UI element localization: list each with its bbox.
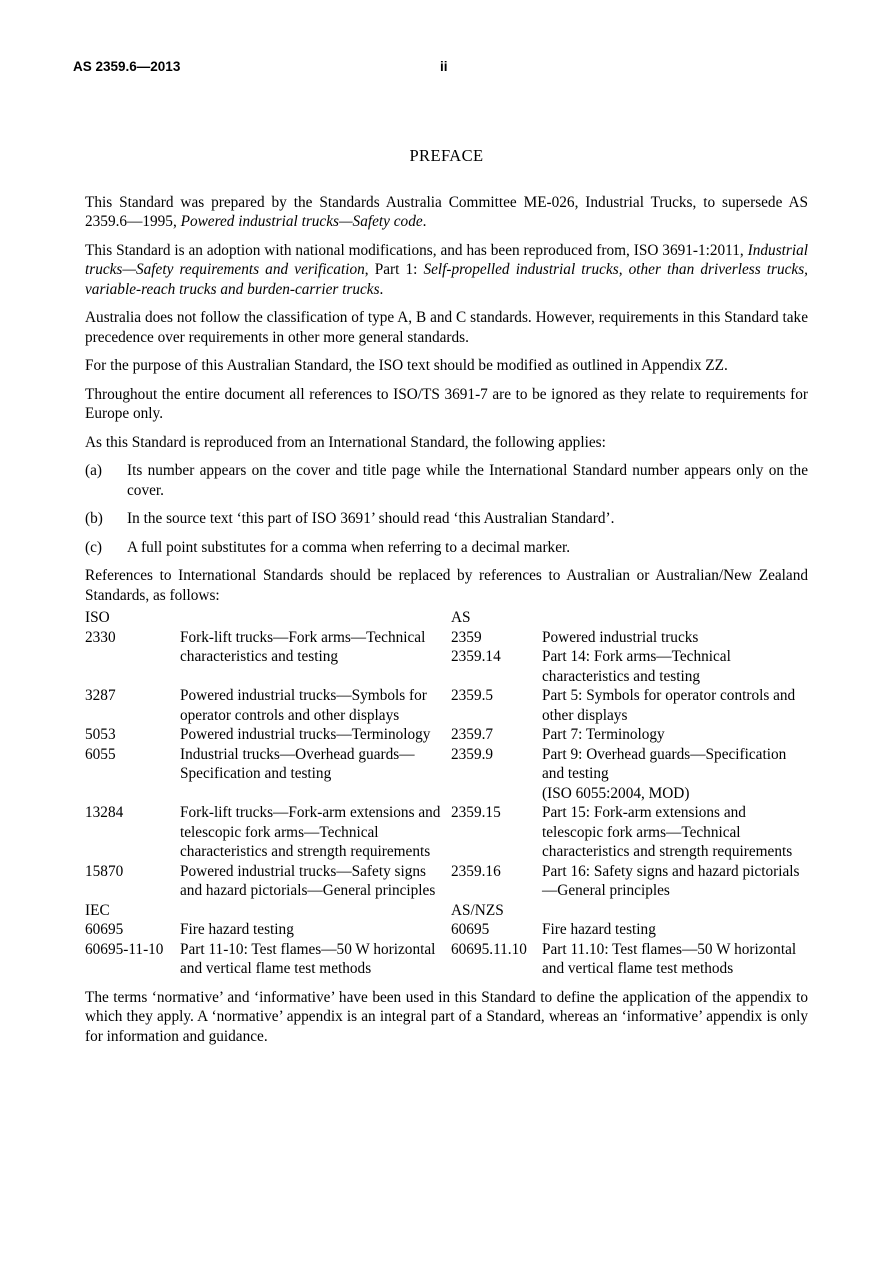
cell-iso-title: Powered industrial trucks—Safety signs and hazard pictorials—General principles [180,862,436,899]
list-item [85,461,808,500]
cell-as-number: 2359.7 [451,726,494,743]
table-row [85,862,808,901]
references-table [85,608,808,979]
cell-as-title: Part 11.10: Test flames—50 W horizontal and vertical flame test methods [542,940,797,977]
cell-as-title: Fire hazard testing [542,921,656,938]
cell-as-number: AS/NZS [451,901,504,919]
cell-iso-number: 60695-11-10 [85,940,164,958]
cell-iso-title: Fork-lift trucks—Fork arms—Technical characteristics and testing [180,628,426,665]
table-row [85,686,808,725]
list-marker: (a) [85,462,102,479]
list-marker: (b) [85,510,103,527]
paragraph-references: References to International Standards should be replaced by references to Australian or Australian/New Zealand Standards, as follows: [85,567,808,604]
cell-iso-number: 3287 [85,687,116,704]
list-text: Its number appears on the cover and title page while the International Standard number appears only on the cover. [127,462,808,499]
cell-iso-title [180,901,451,921]
list-item [85,509,808,529]
document-id: AS 2359.6—2013 [73,59,181,74]
cell-as-number: AS [451,609,471,626]
cell-iso-number: 13284 [85,804,124,821]
table-row [85,725,808,745]
paragraph-iso-ts: Throughout the entire document all references to ISO/TS 3691-7 are to be ignored as they relate to requirements for Europe only. [85,385,808,422]
cell-as-number: 2359.5 [451,687,494,704]
table-row [85,940,808,979]
cell-as-title [542,608,808,628]
cell-as-title: Powered industrial trucks Part 14: Fork arms—Technical characteristics and testing [542,628,731,685]
cell-as-title: Part 9: Overhead guards—Specification and testing (ISO 6055:2004, MOD) [542,745,787,802]
applies-list [85,461,808,557]
cell-iso-title: Powered industrial trucks—Symbols for operator controls and other displays [180,687,427,724]
cell-as-title: Part 7: Terminology [542,726,665,743]
cell-as-title [542,901,808,921]
cell-as-title: Part 5: Symbols for operator controls and other displays [542,687,796,724]
cell-as-number: 60695.11.10 [451,940,527,958]
paragraph-modification: For the purpose of this Australian Standard, the ISO text should be modified as outlined in Appendix ZZ. [85,357,728,374]
table-row [85,920,808,940]
cell-as-number: 2359 2359.14 [451,628,501,665]
cell-iso-number: 15870 [85,862,124,880]
cell-iso-title [180,608,451,628]
cell-iso-number: 6055 [85,745,116,763]
list-text: A full point substitutes for a comma when referring to a decimal marker. [127,538,571,556]
cell-as-number: 60695 [451,921,490,938]
page-title: PREFACE [409,146,484,165]
cell-as-title: Part 16: Safety signs and hazard pictorials—General principles [542,862,800,899]
list-item [85,538,808,558]
paragraph-classification: Australia does not follow the classification of type A, B and C standards. However, requirements in this Standard take precedence over requirements in other more general standards. [85,309,808,346]
cell-as-number: 2359.15 [451,804,501,821]
document-body [85,146,808,1055]
cell-iso-title: Fire hazard testing [180,921,294,938]
cell-as-number: 2359.9 [451,745,494,763]
cell-iso-number: IEC [85,901,110,919]
table-row [85,745,808,804]
paragraph-adoption: This Standard is an adoption with national modifications, and has been reproduced from, ISO 3691-1:2011, Industrial trucks—Safety requirements and verification, Part 1: Self-propelled industrial trucks, other than driverless trucks, variable-reach trucks and burden-carrier trucks. [85,241,808,298]
paragraph-committee: This Standard was prepared by the Standards Australia Committee ME-026, Industrial Trucks, to supersede AS 2359.6—1995, Powered industrial trucks—Safety code. [85,193,808,230]
cell-iso-number: 60695 [85,921,124,938]
page-number: ii [440,59,448,74]
paragraph-normative: The terms ‘normative’ and ‘informative’ have been used in this Standard to define the application of the appendix to which they apply. A ‘normative’ appendix is an integral part of a Standard, whereas an ‘informative’ appendix is only for information and guidance. [85,988,808,1045]
table-row [85,608,808,628]
cell-iso-title: Industrial trucks—Overhead guards—Specification and testing [180,745,415,782]
cell-iso-title: Fork-lift trucks—Fork-arm extensions and telescopic fork arms—Technical characteristics and strength requirements [180,804,441,860]
paragraph-reproduced: As this Standard is reproduced from an International Standard, the following applies: [85,433,606,451]
cell-as-title: Part 15: Fork-arm extensions and telescopic fork arms—Technical characteristics and strength requirements [542,804,793,860]
table-row [85,628,808,687]
table-row [85,803,808,862]
cell-iso-number: 5053 [85,726,116,743]
cell-iso-title: Part 11-10: Test flames—50 W horizontal and vertical flame test methods [180,940,436,977]
table-row [85,901,808,921]
cell-iso-title: Powered industrial trucks—Terminology [180,726,431,743]
list-text: In the source text ‘this part of ISO 3691’ should read ‘this Australian Standard’. [127,510,615,527]
cell-iso-number: ISO [85,609,110,626]
cell-as-number: 2359.16 [451,862,501,880]
list-marker: (c) [85,538,102,556]
cell-iso-number: 2330 [85,628,116,646]
